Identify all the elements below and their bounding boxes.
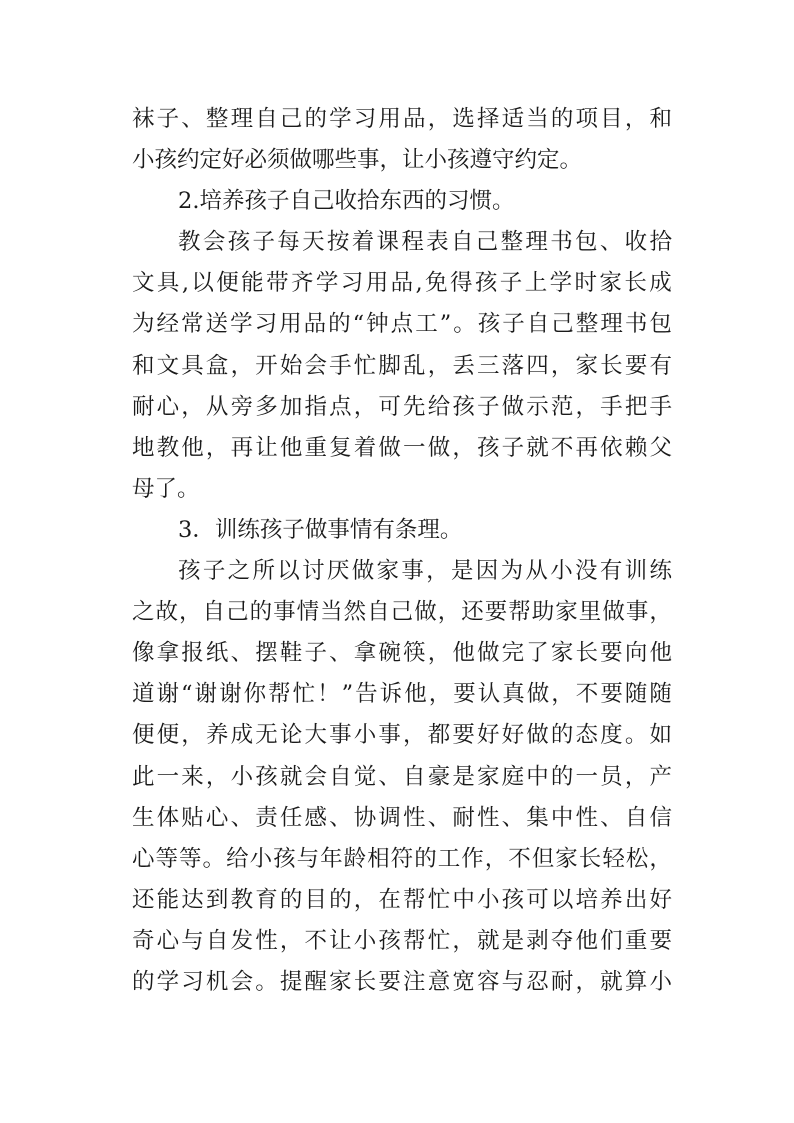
- text-line: 耐 心 ， 从 旁 多 加 指 点 ， 可 先 给 孩 子 做 示 范 ， 手 把 手: [132, 393, 672, 420]
- text-line: 还 能 达 到 教 育 的 目 的 ， 在 帮 忙 中 小 孩 可 以 培 养 出 好: [132, 886, 672, 913]
- text-line: 之 故 ， 自 己 的 事 情 当 然 自 己 做 ， 还 要 帮 助 家 里 做 事 ，: [132, 599, 672, 626]
- text-line: 奇 心 与 自 发 性 ， 不 让 小 孩 帮 忙 ， 就 是 剥 夺 他 们 重 要: [132, 927, 672, 954]
- text-line: 袜 子 、 整 理 自 己 的 学 习 用 品 ， 选 择 适 当 的 项 目 ， 和: [132, 106, 672, 132]
- body-text: [132, 99, 672, 1003]
- text-line: 和 文 具 盒 ， 开 始 会 手 忙 脚 乱 ， 丢 三 落 四 ， 家 长 要 有: [132, 352, 672, 379]
- text-line: 便 便 ， 养 成 无 论 大 事 小 事 ， 都 要 好 好 做 的 态 度 。 如: [132, 722, 672, 749]
- text-line: 道 谢 “ 谢 谢 你 帮 忙 ！ ” 告 诉 他 ， 要 认 真 做 ， 不 要 随 随: [132, 681, 672, 708]
- text-line: 地 教 他 ， 再 让 他 重 复 着 做 一 做 ， 孩 子 就 不 再 依 赖 父: [132, 434, 672, 461]
- text-line: 孩 子 之 所 以 讨 厌 做 家 事 ， 是 因 为 从 小 没 有 训 练: [178, 558, 672, 585]
- text-line: 母了。: [132, 475, 200, 502]
- text-line: 2.培养孩子自己收拾东西的习惯。: [178, 188, 515, 215]
- text-line: 3．训练孩子做事情有条理。: [178, 516, 463, 543]
- text-line: 的 学 习 机 会 。 提 醒 家 长 要 注 意 宽 容 与 忍 耐 ， 就 算 小: [132, 968, 672, 995]
- text-line: 心 等 等 。 给 小 孩 与 年 龄 相 符 的 工 作 ， 不 但 家 长 轻 松 ，: [132, 845, 672, 872]
- text-line: 像 拿 报 纸 、 摆 鞋 子 、 拿 碗 筷 ， 他 做 完 了 家 长 要 向 他: [132, 640, 672, 667]
- text-line: 教 会 孩 子 每 天 按 着 课 程 表 自 己 整 理 书 包 、 收 拾: [178, 229, 672, 256]
- text-line: 小孩约定好必须做哪些事，让小孩遵守约定。: [132, 147, 583, 174]
- text-line: 此 一 来 ， 小 孩 就 会 自 觉 、 自 豪 是 家 庭 中 的 一 员 ， 产: [132, 763, 672, 790]
- text-line: 为 经 常 送 学 习 用 品 的 “ 钟 点 工 ” 。 孩 子 自 己 整 理 书 包: [132, 311, 672, 338]
- text-line: 生 体 贴 心 、 责 任 感 、 协 调 性 、 耐 性 、 集 中 性 、 自 信: [132, 804, 672, 831]
- text-line: 文 具 , 以 便 能 带 齐 学 习 用 品 , 免 得 孩 子 上 学 时 家 长 成: [132, 270, 672, 297]
